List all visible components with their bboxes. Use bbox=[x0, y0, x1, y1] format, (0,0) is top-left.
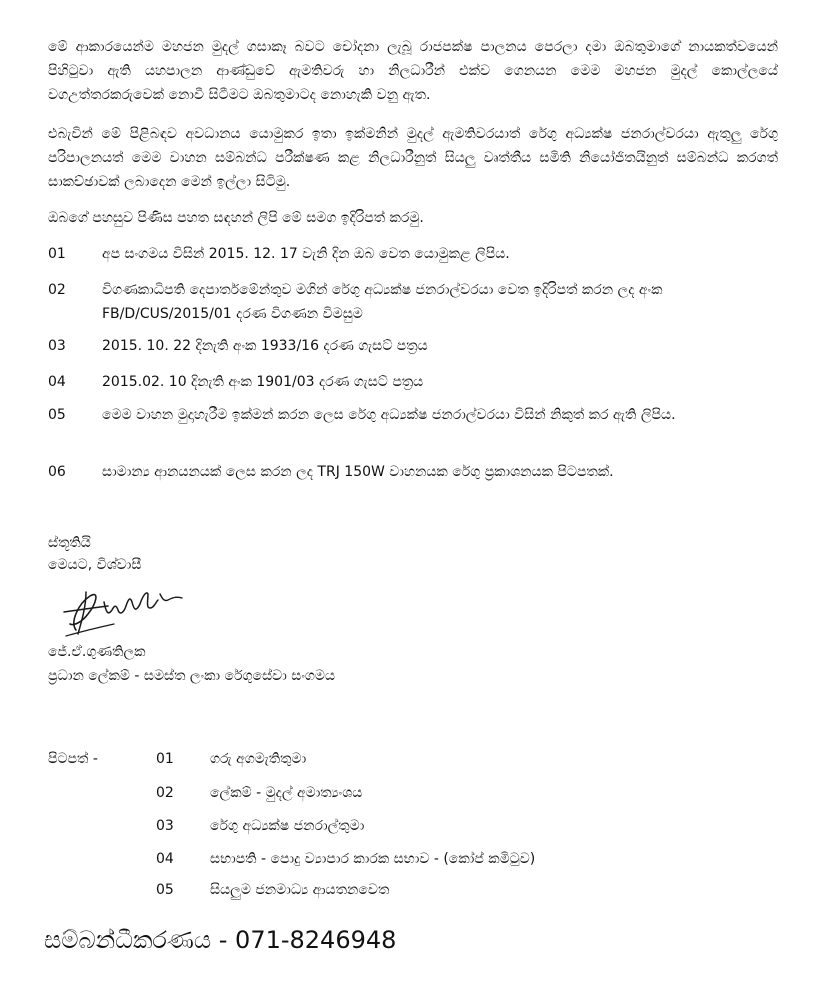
copy-number: 01 bbox=[156, 751, 174, 767]
enclosure-number: 06 bbox=[48, 464, 66, 480]
enclosure-number: 03 bbox=[48, 338, 66, 354]
closing-thanks: ස්තූතියි bbox=[48, 535, 91, 551]
copy-recipient: සියලුම ජනමාධ්‍ය ආයතනවෙත bbox=[210, 882, 390, 898]
enclosure-text: සාමාන්‍ය ආනයනයක් ලෙස කරන ලද TRJ 150W වාහනයක රේගු ප්‍රකාශනයක පිටපතක්. bbox=[102, 464, 614, 480]
copy-number: 02 bbox=[156, 785, 174, 801]
paragraph-1: මේ ආකාරයෙන්ම මහජන මුදල් ගසාකෑ බවට චෝදනා ලැබූ රාජපක්ෂ පාලනය පෙරලා දමා ඔබතුමාගේ නායකත්වයෙන් පිහිටුවා ඇති යහපාලන ආණ්ඩුවේ ඇමතිවරු හා නිලධාරීන් එක්ව ගෙනයන මෙම මහජන මුදල් කොල්ලයේ වගඋත්තරකරුවෙක් නොවී සිටීමට ඔබතුමාටද නොහැකි වනු ඇත. bbox=[48, 39, 778, 103]
copy-number: 03 bbox=[156, 818, 174, 834]
enclosure-number: 05 bbox=[48, 407, 66, 423]
enclosure-text: විගණකාධිපති දෙපාර්තමේන්තුව මගින් රේගු අධ්‍යක්ෂ ජනරාල්වරයා වෙත ඉදිරිපත් කරන ලද අංක FB/D/CUS/2015/01 දරණ විගණන විමසුම bbox=[102, 282, 663, 322]
handwritten-signature bbox=[56, 582, 196, 640]
enclosure-text: 2015. 10. 22 දිනැති අංක 1933/16 දරණ ගැසට් පත්‍රය bbox=[102, 338, 428, 354]
enclosure-text: 2015.02. 10 දිනැති අංක 1901/03 දරණ ගැසට් පත්‍රය bbox=[102, 374, 424, 390]
closing-block bbox=[48, 532, 141, 576]
copy-recipient: ගරු අගමැතිතුමා bbox=[210, 751, 307, 767]
signer-name: ජේ.ඒ.ගුණතිලක bbox=[48, 644, 146, 660]
copy-recipient: රේගු අධ්‍යක්ෂ ජනරාල්තුමා bbox=[210, 818, 365, 834]
copy-item bbox=[156, 882, 756, 904]
copy-item bbox=[156, 785, 756, 807]
copy-recipient: සභාපති - පොදු ව්‍යාපාර කාරක සභාව - (කෝප් කමිටුව) bbox=[210, 851, 536, 867]
copy-number: 04 bbox=[156, 851, 174, 867]
copy-recipient: ලේකම් - මුදල් අමාත්‍යංශය bbox=[210, 785, 363, 801]
paragraph-2: එබැවින් මේ පිළිබඳව අවධානය යොමුකර ඉතා ඉක්මනින් මුදල් ඇමතිවරයාත් රේගු අධ්‍යක්ෂ ජනරාල්වරයා ඇතුලු රේගු පරිපාලනයත් මෙම වාහන සම්බන්ධ පරීක්ෂණ කළ නිලධාරීනුත් සියලු වෘත්තීය සමිති නියෝජිතයිනුත් සම්බන්ධ කරගත් සාකච්ඡාවක් ලබාදෙන මෙන් ඉල්ලා සිටිමු. bbox=[48, 126, 778, 190]
enclosure-number: 01 bbox=[48, 246, 66, 262]
copies-label: පිටපත් - bbox=[48, 751, 98, 767]
enclosure-number: 02 bbox=[48, 282, 66, 298]
copy-number: 05 bbox=[156, 882, 174, 898]
copy-item bbox=[156, 751, 756, 773]
enclosure-number: 04 bbox=[48, 374, 66, 390]
closing-salutation: මෙයට, විශ්වාසී bbox=[48, 557, 142, 573]
enclosure-text: මෙම වාහන මුදාහැරීම ඉක්මන් කරන ලෙස රේගු අධ්‍යක්ෂ ජනරාල්වරයා විසින් නිකුත් කර ඇති ලිපිය. bbox=[102, 407, 676, 423]
paragraph-3: ඔබගේ පහසුව පිණිස පහත සඳහන් ලිපි මේ සමග ඉදිරිපත් කරමු. bbox=[48, 210, 424, 226]
coordinator-contact: සම්බන්ධීකරණය - 071-8246948 bbox=[44, 926, 397, 954]
copy-item bbox=[156, 851, 756, 873]
enclosure-text: අප සංගමය විසින් 2015. 12. 17 වැනි දින ඔබ වෙත යොමුකළ ලිපිය. bbox=[102, 246, 510, 262]
copy-item bbox=[156, 818, 756, 840]
signer-title: ප්‍රධාන ලේකම් - සමස්ත ලංකා රේගුසේවා සංගමය bbox=[48, 668, 336, 684]
signer-block bbox=[48, 640, 335, 688]
